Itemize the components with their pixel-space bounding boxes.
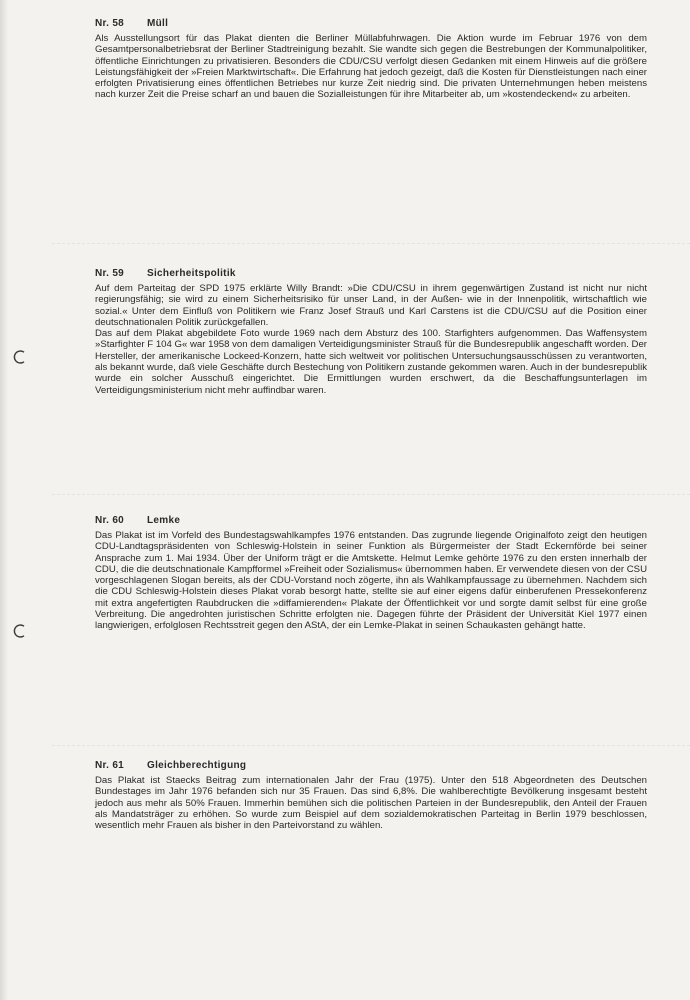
- section-number: Nr. 60: [95, 515, 125, 526]
- section-nr-60: [95, 515, 647, 632]
- section-number: Nr. 61: [95, 760, 125, 771]
- section-paragraph: Auf dem Parteitag der SPD 1975 erklärte Willy Brandt: »Die CDU/CSU in ihrem gegenwärtigen Zustand ist nicht nur nicht regierungsfähig; sie wird zu einem Sicherheitsrisiko für unser Land, in der Außen- wie in der Innenpolitik, wirtschaftlich wie sozial.« Unter dem Einfluß von Politikern wie Franz Josef Strauß und Karl Carstens ist die CDU/CSU auf die Position einer deutschnationalen Politik zurückgefallen.: [95, 283, 647, 328]
- section-nr-61: [95, 760, 647, 831]
- section-paragraph: Das Plakat ist im Vorfeld des Bundestagswahlkampfes 1976 entstanden. Das zugrunde liegende Originalfoto zeigt den heutigen CDU-Landtagspräsidenten von Schleswig-Holstein in seiner Funktion als Bürgermeister der Stadt Eckernförde bei seiner Ansprache zum 1. Mai 1934. Über der Uniform trägt er die Amtskette. Helmut Lemke gehörte 1976 zu den ersten innerhalb der CDU, die die deutschnationale Kampfformel »Freiheit oder Sozialismus« übernommen haben. Er verwendete diesen von der CSU vorgeschlagenen Slogan bereits, als der CDU-Vorstand noch zögerte, ihn als Wahlkampfaussage zu übernehmen. Nachdem sich die CDU Schleswig-Holstein dieses Plakat vorab besorgt hatte, stellte sie auf einer eigens dafür einberufenen Pressekonferenz mit extra angefertigten Raubdrucken die »diffamierenden« Plakate der Öffentlichkeit vor und sorgte damit selbst für eine große Verbreitung. Die angedrohten juristischen Schritte erfolgten nie. Dagegen führte der Präsident der Universität Kiel 1977 einen langwierigen, erfolglosen Rechtsstreit gegen den AStA, der ein Lemke-Plakat in seinen Schaukasten gehängt hatte.: [95, 530, 647, 632]
- section-nr-59: [95, 268, 647, 396]
- punch-hole-icon: [13, 624, 27, 638]
- section-heading: [95, 268, 647, 279]
- section-heading: [95, 18, 647, 29]
- section-title: Müll: [147, 18, 169, 29]
- page-fold-line: [52, 745, 690, 746]
- section-paragraph: Als Ausstellungsort für das Plakat dienten die Berliner Müllabfuhrwagen. Die Aktion wurde im Februar 1976 von dem Gesamtpersonalbetriebsrat der Berliner Stadtreinigung bezahlt. Sie wandte sich gegen die Bestrebungen der Kommunalpolitiker, öffentliche Einrichtungen zu privatisieren. Besonders die CDU/CSU verfolgt diesen Gedanken mit einem Hinweis auf die größere Leistungsfähigkeit der »Freien Marktwirtschaft«. Die Erfahrung hat jedoch gezeigt, daß die Kosten für Dienstleistungen nach einer erfolgten Privatisierung eines öffentlichen Betriebes nur kurze Zeit niedrig sind. Die privaten Unternehmungen heben meistens nach kurzer Zeit die Preise scharf an und bauen die Sozialleistungen für ihre Mitarbeiter ab, um »kostendeckend« zu arbeiten.: [95, 33, 647, 101]
- section-heading: [95, 515, 647, 526]
- section-nr-58: [95, 18, 647, 101]
- page-edge-shadow: [0, 0, 8, 1000]
- punch-hole-icon: [13, 350, 27, 364]
- page-fold-line: [52, 243, 690, 244]
- section-number: Nr. 58: [95, 18, 125, 29]
- section-title: Lemke: [147, 515, 181, 526]
- section-paragraph: Das Plakat ist Staecks Beitrag zum internationalen Jahr der Frau (1975). Unter den 518 Abgeordneten des Deutschen Bundestages im Jahr 1976 befanden sich nur 35 Frauen. Das sind 6,8%. Die wahlberechtigte Bevölkerung insgesamt besteht jedoch aus mehr als 50% Frauen. Immerhin bemühen sich die politischen Parteien in der Bundesrepublik, den Anteil der Frauen als Mandatsträger zu erhöhen. So wurde zum Beispiel auf dem sozialdemokratischen Parteitag in Berlin 1979 beschlossen, wesentlich mehr Frauen als bisher in den Parteivorstand zu wählen.: [95, 775, 647, 832]
- section-heading: [95, 760, 647, 771]
- section-number: Nr. 59: [95, 268, 125, 279]
- section-title: Gleichberechtigung: [147, 760, 247, 771]
- section-paragraph: Das auf dem Plakat abgebildete Foto wurde 1969 nach dem Absturz des 100. Starfighters aufgenommen. Das Waffensystem »Starfighter F 104 G« war 1958 von dem damaligen Verteidigungsminister Strauß für die Bundesrepublik angeschafft worden. Der Hersteller, der amerikanische Lockeed-Konzern, hatte sich weltweit vor politischen Untersuchungsausschüssen zu verantworten, als bekannt wurde, daß viele Geschäfte durch Bestechung von Politikern zustande gekommen waren. Auch in der bundesrepublik wurde ein solcher Ausschuß eingerichtet. Die Ermittlungen wurden erschwert, da die Beschaffungsunterlagen im Verteidigungsministerium nicht mehr auffindbar waren.: [95, 328, 647, 396]
- section-title: Sicherheitspolitik: [147, 268, 236, 279]
- page-fold-line: [52, 494, 690, 495]
